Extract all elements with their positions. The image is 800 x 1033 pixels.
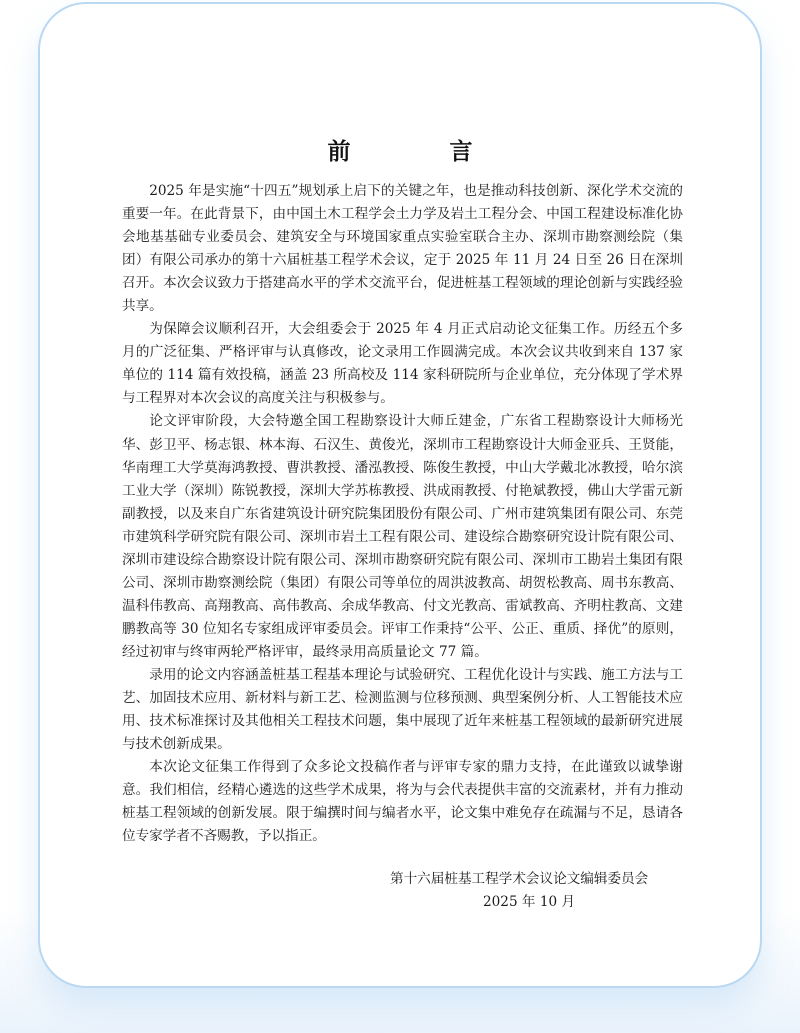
preface-body [122,180,683,848]
signature-date: 2025 年 10 月 [483,894,576,910]
paragraph-1: 2025 年是实施“十四五”规划承上启下的关键之年，也是推动科技创新、深化学术交流的重要一年。在此背景下，由中国土木工程学会土力学及岩土工程分会、中国工程建设标准化协会地基基础专业委员会、建筑安全与环境国家重点实验室联合主办、深圳市勘察测绘院（集团）有限公司承办的第十六届桩基工程学术会议，定于 2025 年 11 月 24 日至 26 日在深圳召开。本次会议致力于搭建高水平的学术交流平台，促进桩基工程领域的理论创新与实践经验共享。 [122,183,683,315]
page-title: 前 言 [327,139,511,165]
paragraph-3: 论文评审阶段，大会特邀全国工程勘察设计大师丘建金，广东省工程勘察设计大师杨光华、彭卫平、杨志银、林本海、石汉生、黄俊光，深圳市工程勘察设计大师金亚兵、王贤能，华南理工大学莫海鸿教授、曹洪教授、潘泓教授、陈俊生教授，中山大学戴北冰教授，哈尔滨工业大学（深圳）陈锐教授，深圳大学苏栋教授、洪成雨教授、付艳斌教授，佛山大学雷元新副教授，以及来自广东省建筑设计研究院集团股份有限公司、广州市建筑集团有限公司、东莞市建筑科学研究院有限公司、深圳市岩土工程有限公司、建设综合勘察研究设计院有限公司、深圳市建设综合勘察设计院有限公司、深圳市勘察研究院有限公司、深圳市工勘岩土集团有限公司、深圳市勘察测绘院（集团）有限公司等单位的周洪波教高、胡贺松教高、周书东教高、温科伟教高、高翔教高、高伟教高、余成华教高、付文光教高、雷斌教高、齐明柱教高、文建鹏教高等 30 位知名专家组成评审委员会。评审工作秉持“公平、公正、重质、择优”的原则，经过初审与终审两轮严格评审，最终录用高质量论文 77 篇。 [122,413,683,660]
paragraph-5: 本次论文征集工作得到了众多论文投稿作者与评审专家的鼎力支持，在此谨致以诚挚谢意。我们相信，经精心遴选的这些学术成果，将为与会代表提供丰富的交流素材，并有力推动桩基工程领域的创新发展。限于编撰时间与编者水平，论文集中难免存在疏漏与不足，恳请各位专家学者不吝赐教，予以指正。 [122,759,683,845]
signature-block [390,868,680,914]
paragraph-2: 为保障会议顺利召开，大会组委会于 2025 年 4 月正式启动论文征集工作。历经五个多月的广泛征集、严格评审与认真修改，论文录用工作圆满完成。本次会议共收到来自 137 家单位的 114 篇有效投稿，涵盖 23 所高校及 114 家科研院所与企业单位，充分体现了学术界与工程界对本次会议的高度关注与积极参与。 [122,321,683,407]
signature-org: 第十六届桩基工程学术会议论文编辑委员会 [390,871,649,887]
paragraph-4: 录用的论文内容涵盖桩基工程基本理论与试验研究、工程优化设计与实践、施工方法与工艺、加固技术应用、新材料与新工艺、检测监测与位移预测、典型案例分析、人工智能技术应用、技术标准探讨及其他相关工程技术问题，集中展现了近年来桩基工程领域的最新研究进展与技术创新成果。 [122,666,683,753]
